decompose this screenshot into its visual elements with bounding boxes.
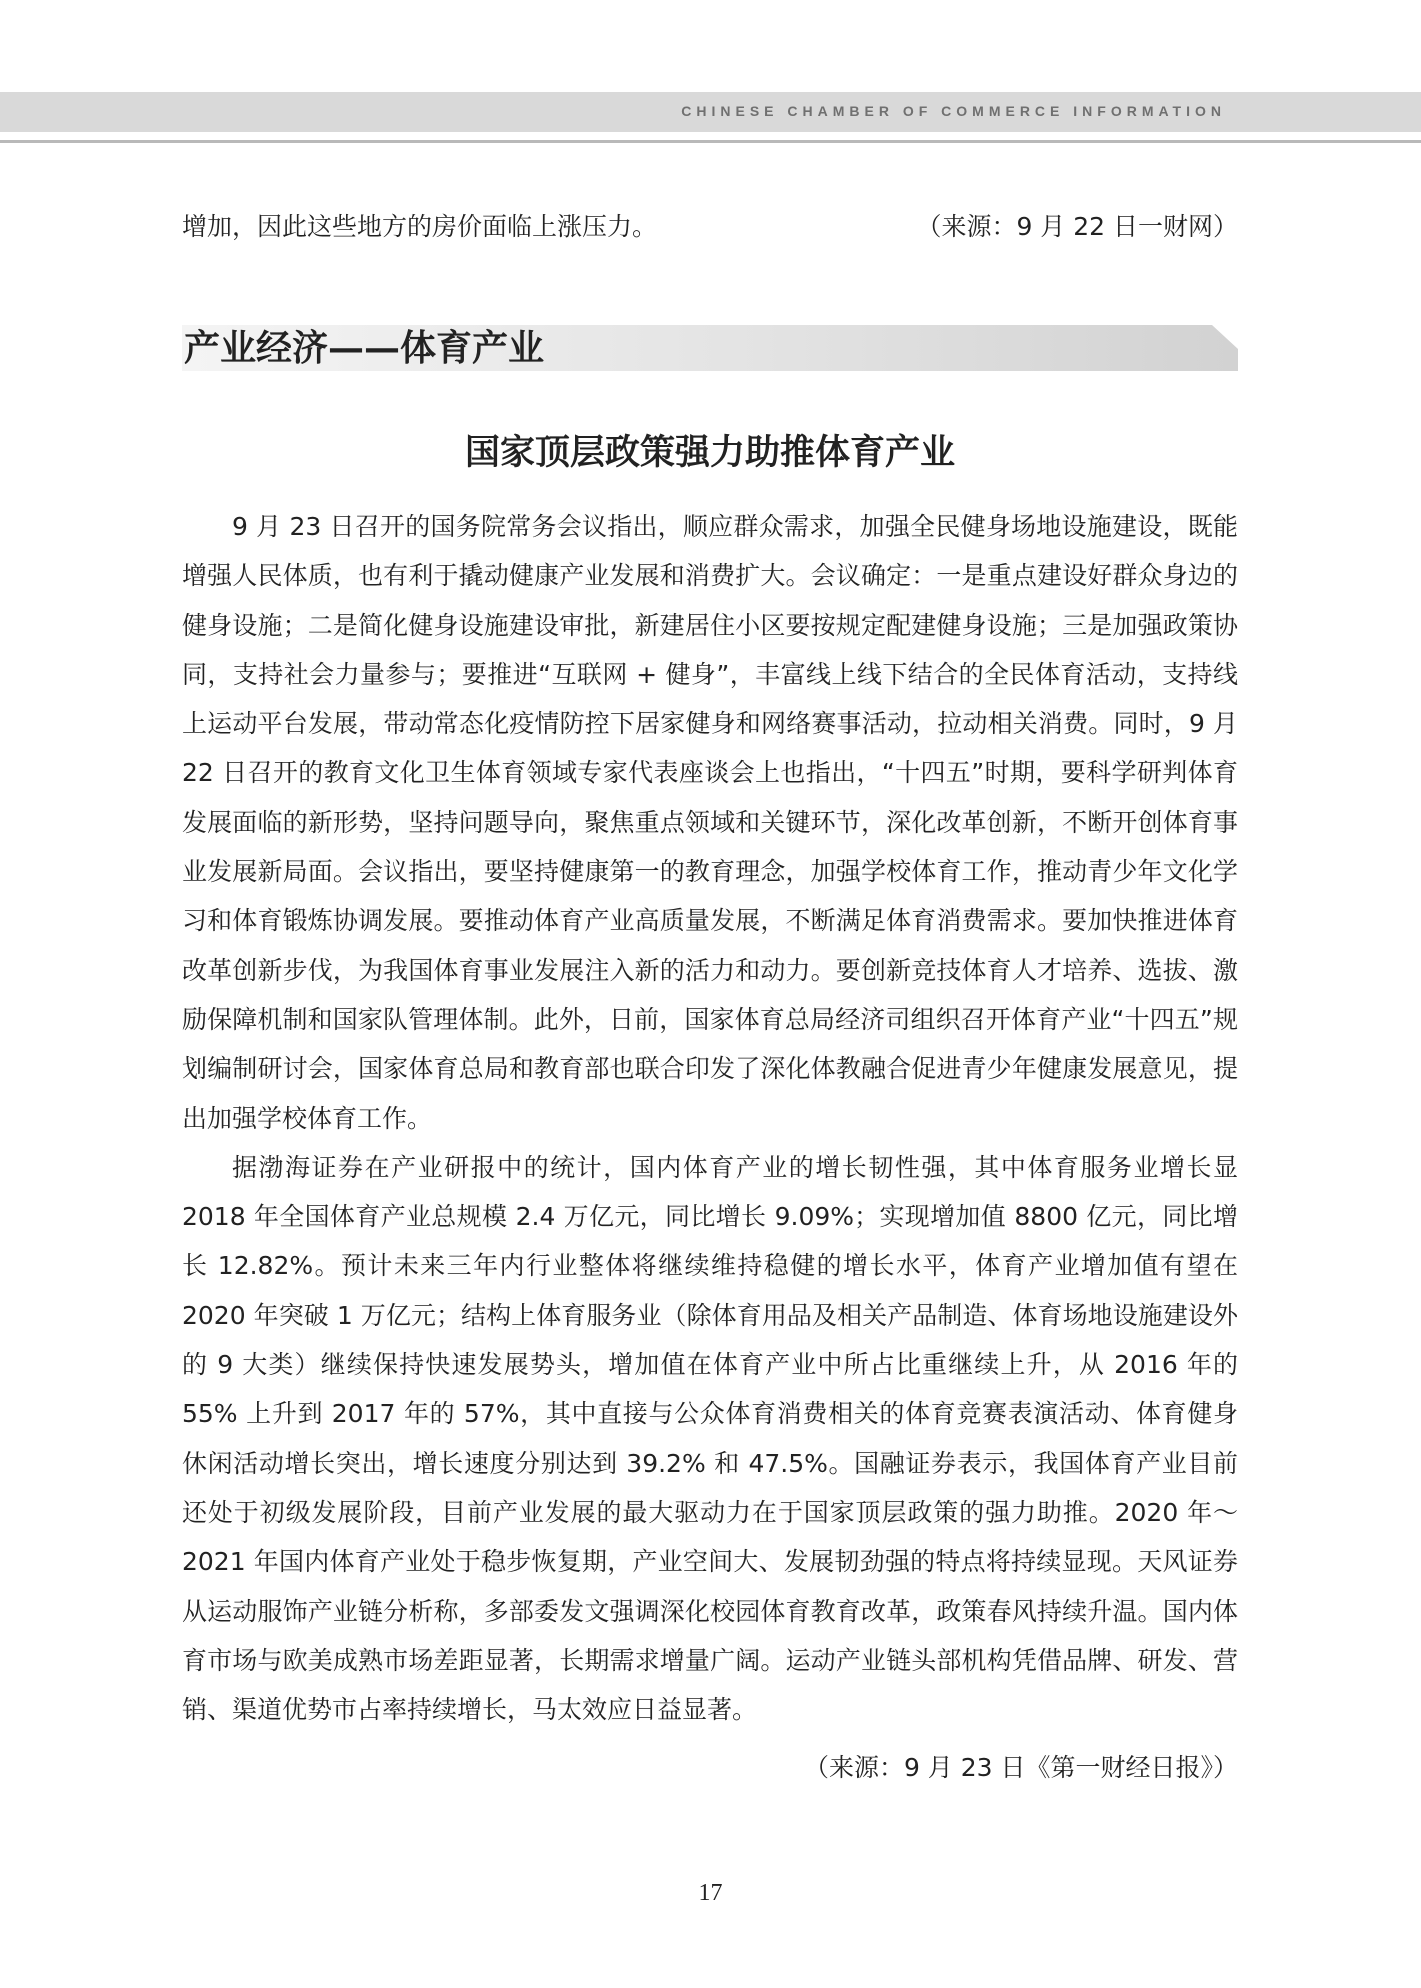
article-title: 国家顶层政策强力助推体育产业 (464, 433, 955, 473)
article-paragraph: 9 月 23 日召开的国务院常务会议指出，顺应群众需求，加强全民健身场地设施建设，既能增强人民体质，也有利于撬动健康产业发展和消费扩大。会议确定：一是重点建设好群众身边的健身设施；二是简化健身设施建设审批，新建居住小区要按规定配建健身设施；三是加强政策协同，支持社会力量参与；要推进“互联网 + 健身”，丰富线上线下结合的全民体育活动，支持线上运动平台发展，带动常态化疫情防控下居家健身和网络赛事活动，拉动相关消费。同时，9 月 22 日召开的教育文化卫生体育领域专家代表座谈会上也指出，“十四五”时期，要科学研判体育发展面临的新形势，坚持问题导向，聚焦重点领域和关键环节，深化改革创新，不断开创体育事业发展新局面。会议指出，要坚持健康第一的教育理念，加强学校体育工作，推动青少年文化学习和体育锻炼协调发展。要推动体育产业高质量发展，不断满足体育消费需求。要加快推进体育改革创新步伐，为我国体育事业发展注入新的活力和动力。要创新竞技体育人才培养、选拔、激励保障机制和国家队管理体制。此外，日前，国家体育总局经济司组织召开体育产业“十四五”规划编制研讨会，国家体育总局和教育部也联合印发了深化体教融合促进青少年健康发展意见，提出加强学校体育工作。 (182, 512, 1238, 1133)
previous-article-source: （来源：9 月 22 日一财网） (916, 212, 1238, 241)
page-number: 17 (698, 1880, 723, 1906)
article-source: （来源：9 月 23 日《第一财经日报》） (803, 1753, 1238, 1782)
previous-article-tail (182, 207, 1238, 247)
article-paragraph: 据渤海证券在产业研报中的统计，国内体育产业的增长韧性强，其中体育服务业增长显 2018 年全国体育产业总规模 2.4 万亿元，同比增长 9.09%；实现增加值 8800 亿元，同比增长 12.82%。预计未来三年内行业整体将继续维持稳健的增长水平，体育产业增加值有望在 2020 年突破 1 万亿元；结构上体育服务业（除体育用品及相关产品制造、体育场地设施建设外的 9 大类）继续保持快速发展势头，增加值在体育产业中所占比重继续上升，从 2016 年的 55% 上升到 2017 年的 57%，其中直接与公众体育消费相关的体育竞赛表演活动、体育健身休闲活动增长突出，增长速度分别达到 39.2% 和 47.5%。国融证券表示，我国体育产业目前还处于初级发展阶段，目前产业发展的最大驱动力在于国家顶层政策的强力助推。2020 年～ 2021 年国内体育产业处于稳步恢复期，产业空间大、发展韧劲强的特点将持续显现。天风证券从运动服饰产业链分析称，多部委发文强调深化校园体育教育改革，政策春风持续升温。国内体育市场与欧美成熟市场差距显著，长期需求增量广阔。运动产业链头部机构凭借品牌、研发、营销、渠道优势市占率持续增长，马太效应日益显著。 (182, 1152, 1238, 1725)
section-title: 产业经济——体育产业 (184, 327, 545, 369)
header-divider (0, 140, 1421, 143)
article-body (182, 502, 1238, 1734)
previous-article-text: 增加，因此这些地方的房价面临上涨压力。 (182, 212, 658, 241)
running-header: CHINESE CHAMBER OF COMMERCE INFORMATION (681, 103, 1226, 119)
